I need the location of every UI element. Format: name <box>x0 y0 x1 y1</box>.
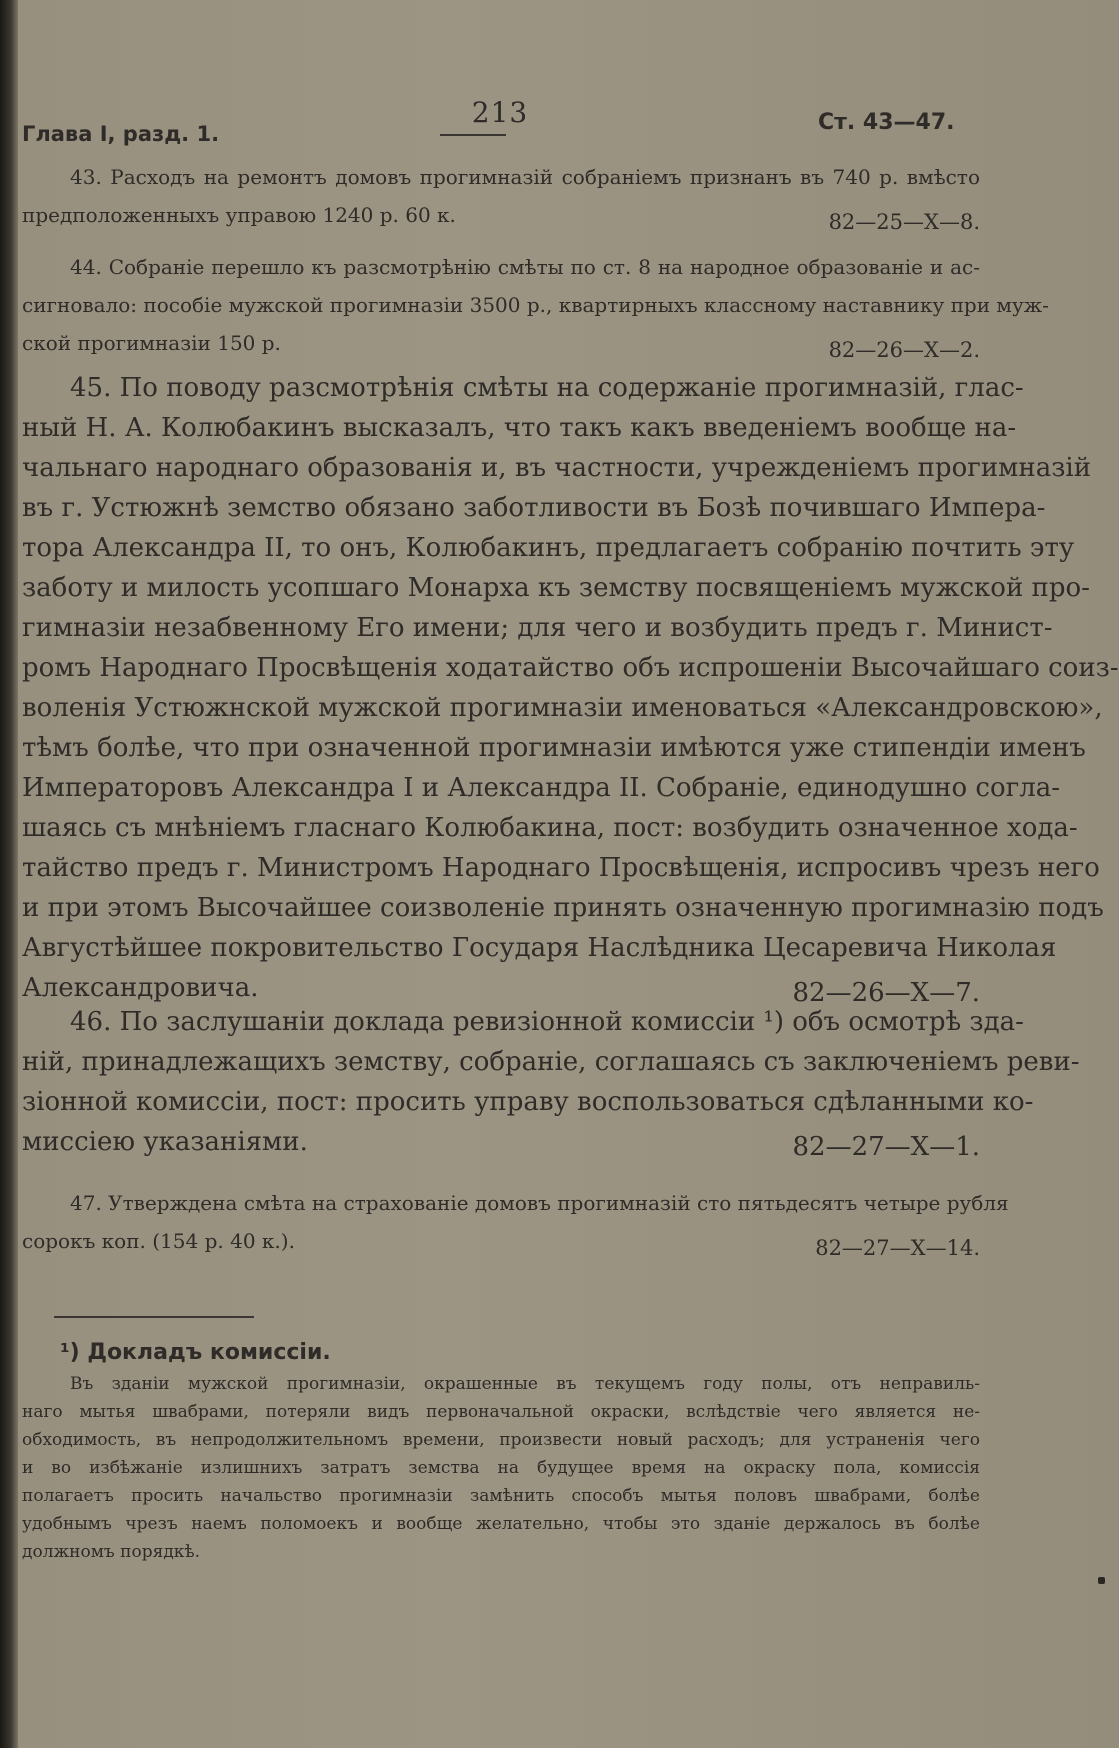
page-margin-mark <box>1098 1577 1105 1584</box>
footnote-line: обходимость, въ непродолжительномъ времени, произвести новый расходъ; для устраненія чего <box>22 1430 980 1450</box>
page-number: 213 <box>471 96 529 129</box>
article-45 <box>22 368 1119 1008</box>
footnote-line: полагаетъ просить начальство прогимназіи замѣнить способъ мытья половъ швабрами, болѣе <box>22 1486 980 1506</box>
footnote-line: удобнымъ чрезъ наемъ поломоекъ и вообще желательно, чтобы это зданіе держалось въ болѣе <box>22 1514 980 1534</box>
page-number-rule <box>440 134 506 136</box>
footnote-line: должномъ порядкѣ. <box>22 1542 201 1562</box>
footnote-line: наго мытья швабрами, потеряли видъ первоначальной окраски, вслѣдствіе чего является не- <box>22 1402 980 1422</box>
article-45-line: чальнаго народнаго образованія и, въ частности, учрежденіемъ прогимназій <box>22 453 1092 483</box>
footnote-rule <box>54 1316 254 1318</box>
article-46-line: миссіею указаніями. <box>22 1127 308 1157</box>
chapter-heading: Глава I, разд. 1. <box>22 122 220 146</box>
article-47-line: 47. Утверждена смѣта на страхованіе домовъ прогимназій сто пятьдесятъ четыре рубля <box>70 1191 1009 1215</box>
article-45-line: шаясь съ мнѣніемъ гласнаго Колюбакина, пост: возбудить означенное хода- <box>22 813 1078 843</box>
article-45-line: тѣмъ болѣе, что при означенной прогимназіи имѣются уже стипендіи именъ <box>22 733 1086 763</box>
article-46-line: 46. По заслушаніи доклада ревизіонной комиссіи ¹) объ осмотрѣ зда- <box>70 1007 1024 1037</box>
article-46 <box>22 1002 1080 1162</box>
article-45-line: ромъ Народнаго Просвѣщенія ходатайство объ испрошеніи Высочайшаго соиз- <box>22 653 1119 683</box>
article-45-line: 45. По поводу разсмотрѣнія смѣты на содержаніе прогимназій, глас- <box>70 373 1024 403</box>
article-46-line: ній, принадлежащихъ земству, собраніе, соглашаясь съ заключеніемъ реви- <box>22 1047 1080 1077</box>
footnote-line: Въ зданіи мужской прогимназіи, окрашенные въ текущемъ году полы, отъ неправиль- <box>70 1374 980 1394</box>
article-45-line: тайство предъ г. Министромъ Народнаго Просвѣщенія, испросивъ чрезъ него <box>22 853 1100 883</box>
article-44-line: сигновало: пособіе мужской прогимназіи 3500 р., квартирныхъ классному наставнику при муж- <box>22 293 1049 317</box>
article-45-line: Августѣйшее покровительство Государя Наслѣдника Цесаревича Николая <box>22 933 1057 963</box>
article-45-reference: 82—26—X—7. <box>792 978 980 1008</box>
article-47 <box>22 1184 1009 1260</box>
footnote-line: и во избѣжаніе излишнихъ затратъ земства на будущее время на окраску пола, комиссія <box>22 1458 980 1478</box>
article-45-line: Императоровъ Александра I и Александра II. Собраніе, единодушно согла- <box>22 773 1061 803</box>
footnote-body <box>22 1370 980 1566</box>
article-44 <box>22 248 1049 362</box>
article-47-reference: 82—27—X—14. <box>815 1236 980 1260</box>
article-43 <box>22 158 980 234</box>
article-43-reference: 82—25—X—8. <box>828 210 980 234</box>
article-46-line: зіонной комиссіи, пост: просить управу воспользоваться сдѣланными ко- <box>22 1087 1034 1117</box>
article-45-line: заботу и милость усопшаго Монарха къ земству посвященіемъ мужской про- <box>22 573 1090 603</box>
article-45-line: воленія Устюжнской мужской прогимназіи именоваться «Александровскою», <box>22 693 1103 723</box>
article-45-line: тора Александра II, то онъ, Колюбакинъ, предлагаетъ собранію почтить эту <box>22 533 1075 563</box>
article-44-line: 44. Собраніе перешло къ разсмотрѣнію смѣты по ст. 8 на народное образованіе и ас- <box>70 255 980 279</box>
article-46-reference: 82—27—X—1. <box>792 1132 980 1162</box>
article-45-line: гимназіи незабвенному Его имени; для чего и возбудить предъ г. Минист- <box>22 613 1053 643</box>
article-45-line: ный Н. А. Колюбакинъ высказалъ, что такъ какъ введеніемъ вообще на- <box>22 413 1017 443</box>
article-45-line: и при этомъ Высочайшее соизволеніе принять означенную прогимназію подъ <box>22 893 1104 923</box>
article-43-line: 43. Расходъ на ремонтъ домовъ прогимназій собраніемъ признанъ въ 740 р. вмѣсто <box>70 165 980 189</box>
articles-range: Ст. 43—47. <box>818 110 955 135</box>
article-44-line: ской прогимназіи 150 р. <box>22 331 281 355</box>
article-45-line: въ г. Устюжнѣ земство обязано заботливости въ Бозѣ почившаго Импера- <box>22 493 1046 523</box>
article-45-line: Александровича. <box>22 973 259 1003</box>
book-spine-shadow <box>0 0 18 1748</box>
article-44-reference: 82—26—X—2. <box>828 338 980 362</box>
article-43-line: предположенныхъ управою 1240 р. 60 к. <box>22 203 456 227</box>
article-47-line: сорокъ коп. (154 р. 40 к.). <box>22 1229 295 1253</box>
footnote-title: ¹) Докладъ комиссіи. <box>60 1340 331 1365</box>
